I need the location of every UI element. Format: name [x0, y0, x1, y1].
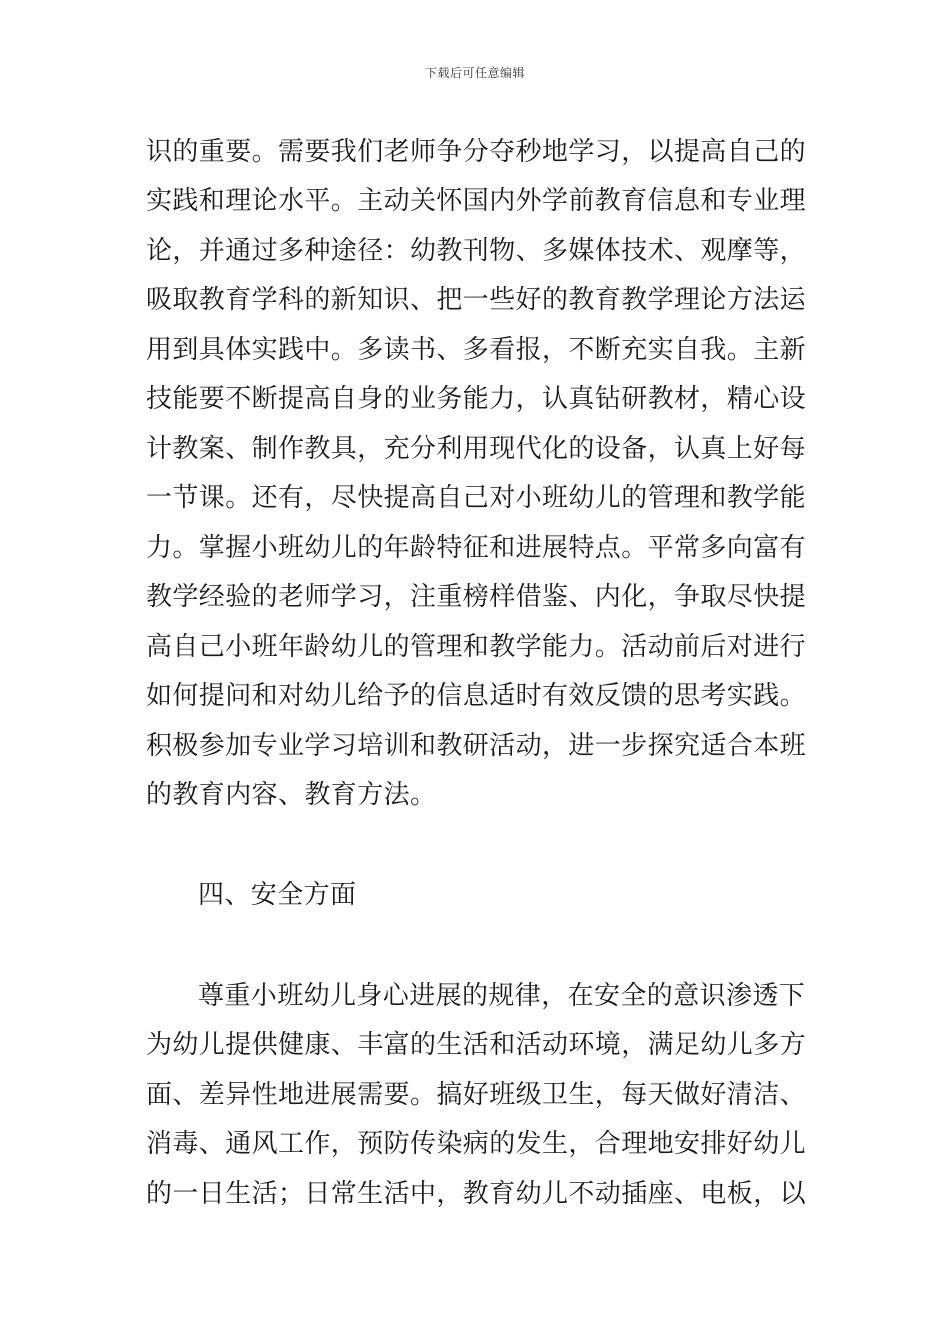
- paragraph-line: 消毒、通风工作，预防传染病的发生，合理地安排好幼儿: [146, 1129, 807, 1159]
- paragraph-line: 论，并通过多种途径：幼教刊物、多媒体技术、观摩等，: [146, 236, 807, 266]
- paragraph-line: 尊重小班幼儿身心进展的规律，在安全的意识渗透下: [198, 981, 806, 1011]
- paragraph-line: 为幼儿提供健康、丰富的生活和活动环境，满足幼儿多方: [146, 1030, 807, 1060]
- paragraph-line: 的教育内容、教育方法。: [146, 780, 437, 810]
- paragraph-line: 用到具体实践中。多读书、多看报，不断充实自我。主新: [146, 335, 807, 365]
- paragraph-line: 面、差异性地进展需要。搞好班级卫生，每天做好清洁、: [146, 1080, 807, 1110]
- paragraph-line: 力。掌握小班幼儿的年龄特征和进展特点。平常多向富有: [146, 533, 807, 563]
- paragraph-line: 吸取教育学科的新知识、把一些好的教育教学理论方法运: [146, 285, 807, 315]
- section-heading: 四、安全方面: [198, 880, 357, 910]
- paragraph-line: 实践和理论水平。主动关怀国内外学前教育信息和专业理: [146, 186, 807, 216]
- paragraph-line: 高自己小班年龄幼儿的管理和教学能力。活动前后对进行: [146, 632, 807, 662]
- paragraph-line: 教学经验的老师学习，注重榜样借鉴、内化，争取尽快提: [146, 582, 807, 612]
- paragraph-line: 计教案、制作教具，充分利用现代化的设备，认真上好每: [146, 434, 807, 464]
- paragraph-line: 技能要不断提高自身的业务能力，认真钻研教材，精心设: [146, 384, 807, 414]
- header-note: 下载后可任意编辑: [424, 66, 525, 80]
- paragraph-line: 一节课。还有，尽快提高自己对小班幼儿的管理和教学能: [146, 483, 807, 513]
- paragraph-line: 如何提问和对幼儿给予的信息适时有效反馈的思考实践。: [146, 681, 807, 711]
- paragraph-line: 识的重要。需要我们老师争分夺秒地学习，以提高自己的: [146, 137, 807, 167]
- paragraph-line: 的一日生活；日常生活中，教育幼儿不动插座、电板，以: [146, 1179, 807, 1209]
- paragraph-line: 积极参加专业学习培训和教研活动，进一步探究适合本班: [146, 731, 807, 761]
